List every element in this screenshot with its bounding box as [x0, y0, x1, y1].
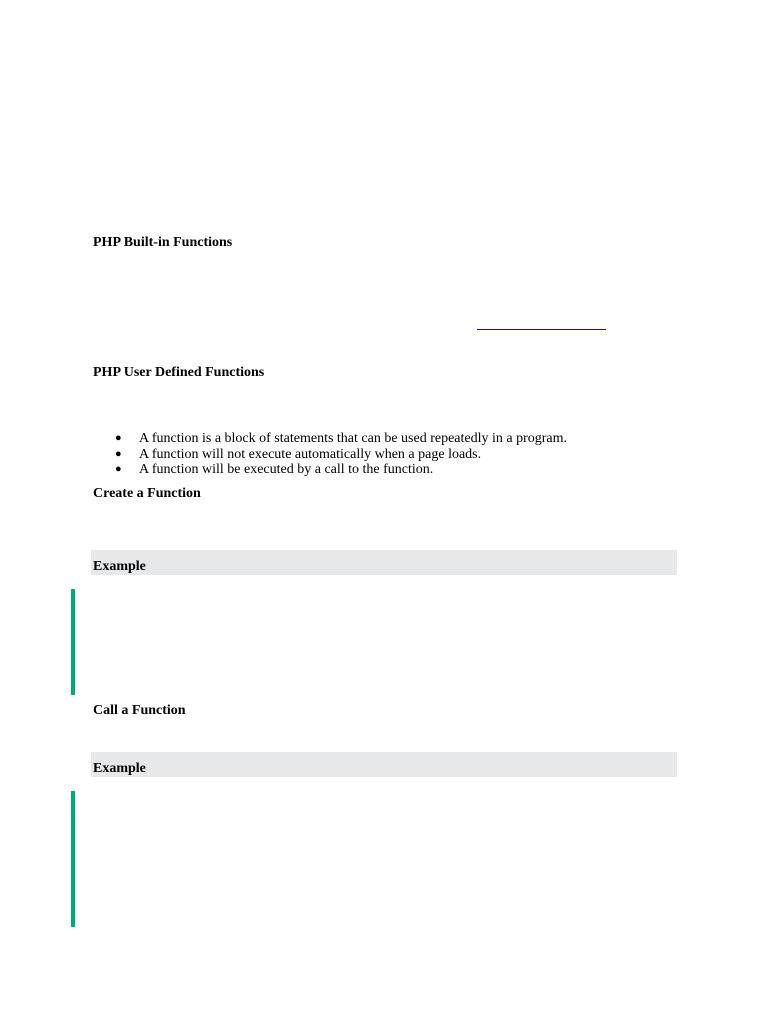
- list-item: [115, 431, 567, 447]
- list-item: [115, 462, 567, 478]
- list-item-text: A function will not execute automatically when a page loads.: [139, 446, 482, 462]
- builtin-functions-heading: PHP Built-in Functions: [93, 235, 233, 250]
- list-item-text: A function is a block of statements that can be used repeatedly in a program.: [139, 431, 568, 446]
- bullet-icon: ●: [115, 447, 122, 460]
- example-label: Example: [93, 559, 146, 574]
- example-header-bar: [91, 550, 677, 575]
- code-example-accent-bar: [71, 791, 75, 927]
- example-label: Example: [93, 761, 146, 776]
- user-defined-functions-heading: PHP User Defined Functions: [93, 365, 265, 380]
- bullet-icon: ●: [115, 432, 122, 444]
- list-item-text: A function will be executed by a call to the function.: [139, 462, 434, 477]
- reference-link[interactable]: [477, 329, 606, 330]
- example-header-bar: [91, 752, 677, 777]
- bullet-icon: ●: [115, 463, 122, 475]
- create-function-heading: Create a Function: [93, 486, 201, 501]
- code-example-accent-bar: [71, 589, 75, 695]
- function-facts-list: [115, 431, 567, 478]
- call-function-heading: Call a Function: [93, 703, 186, 718]
- list-item: [115, 447, 567, 463]
